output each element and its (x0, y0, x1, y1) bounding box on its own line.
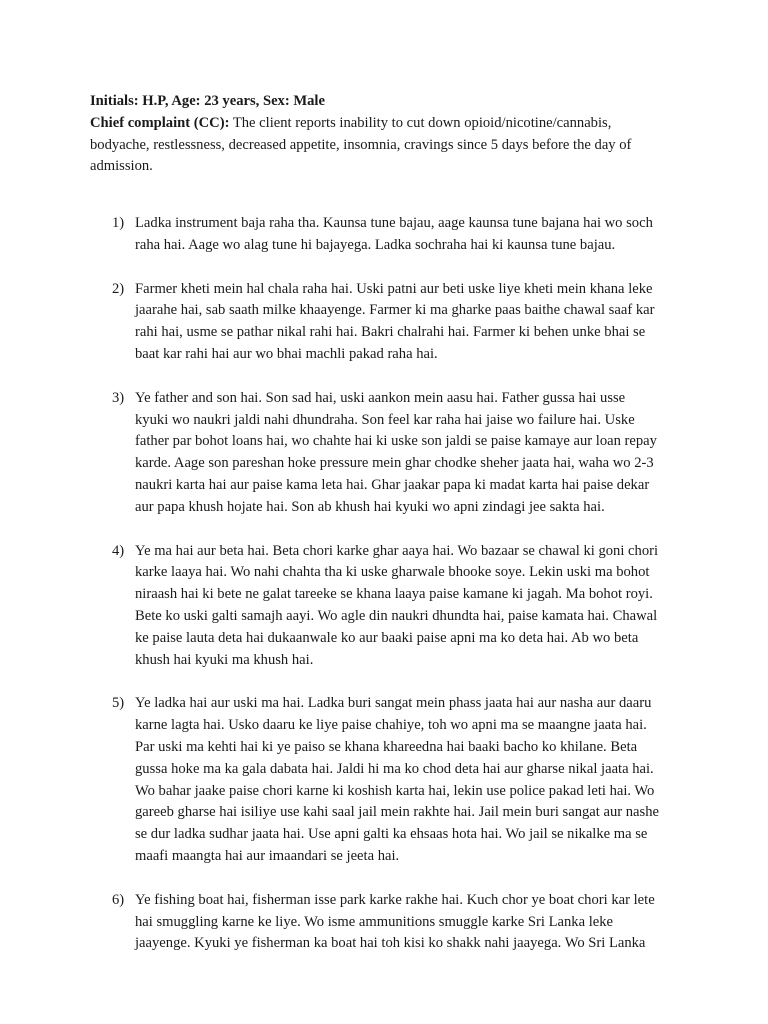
story-item-line: Ladka instrument baja raha tha. Kaunsa tune bajau, aage kaunsa tune bajana hai wo soch (135, 215, 653, 231)
patient-initials-line: Initials: H.P, Age: 23 years, Sex: Male (90, 93, 325, 109)
story-item-line: Ye fishing boat hai, fisherman isse park karke rakhe hai. Kuch chor ye boat chori kar lete (135, 891, 655, 908)
story-item-line: Ye father and son hai. Son sad hai, uski aankon mein aasu hai. Father gussa hai usse (135, 389, 626, 406)
story-list (90, 213, 690, 977)
story-item-line: ke paise lauta deta hai dukaanwale ko aur baaki paise apni ma ko deta hai. Ab wo beta (135, 629, 639, 646)
story-item-line: baat kar rahi hai aur wo bhai machli pakad raha hai. (135, 345, 438, 362)
chief-complaint-label: Chief complaint (CC): (90, 114, 230, 131)
story-item-line: se dur ladka sudhar jaata hai. Use apni galti ka ehsaas hota hai. Wo jail se nikalke ma se (135, 826, 648, 843)
story-item-line: karde. Aage son pareshan hoke pressure mein ghar chodke sheher jaata hai, waha wo 2-3 (135, 455, 654, 472)
story-item-line: maafi maangta hai aur imaandari se jeeta hai. (135, 847, 400, 864)
story-item-line: jaayenge. Kyuki ye fisherman ka boat hai toh kisi ko shakk nahi jaayega. Wo Sri Lanka (135, 935, 646, 952)
story-item-line: karne lagta hai. Usko daaru ke liye paise chahiye, toh wo apni ma se maangne jaata hai. (135, 717, 647, 734)
story-item-number: 2) (112, 280, 125, 297)
chief-complaint-line-1 (90, 113, 690, 135)
story-item-number: 1) (112, 215, 125, 231)
chief-complaint-line-3: admission. (90, 158, 153, 175)
story-item-line: niraash hai ki bete ne galat tareeke se khana laaya paise kamane ki jagah. Ma bohot royi. (135, 586, 653, 603)
story-item-line: Bete ko uski galti samajh aayi. Wo agle din naukri dhundta hai, paise kamata hai. Chawal (135, 607, 658, 624)
story-item-line: father par bohot loans hai, wo chahte hai ki uske son jaldi se paise kamaye aur loan repay (135, 433, 657, 450)
story-item-line: Ye ma hai aur beta hai. Beta chori karke ghar aaya hai. Wo bazaar se chawal ki goni chori (135, 542, 659, 559)
story-item (90, 279, 690, 366)
story-item-line: karke laaya hai. Wo nahi chahta tha ki uske gharwale bhooke soye. Lekin uski ma bohot (135, 564, 650, 581)
story-item-line: Wo bahar jaake paise chori karne ki koshish karta hai, lekin use police pakad leti hai. Wo (135, 782, 655, 799)
story-item-number: 5) (112, 695, 125, 712)
story-item-number: 3) (112, 389, 125, 406)
chief-complaint-line-2: bodyache, restlessness, decreased appetite, insomnia, cravings since 5 days before the day of (90, 136, 632, 153)
story-item-number: 6) (112, 891, 125, 908)
story-item (90, 541, 690, 672)
story-item-line: gareeb gharse hai isiliye use kahi saal jail mein rakhte hai. Jail mein buri sangat aur nashe (135, 804, 659, 821)
patient-header (90, 91, 690, 178)
story-item-line: jaarahe hai, sab saath milke khaayenge. Farmer ki ma gharke paas baithe chawal saaf kar (135, 302, 655, 319)
story-item-line: kyuki wo naukri jaldi nahi dhundraha. Son feel kar raha hai jaise wo failure hai. Uske (135, 411, 635, 428)
story-item-line: rahi hai, usme se pathar nikal rahi hai. Bakri chalrahi hai. Farmer ki behen unke bhai se (135, 324, 646, 341)
chief-complaint-text-1: The client reports inability to cut down opioid/nicotine/cannabis, (229, 114, 612, 131)
story-item-line: Ye ladka hai aur uski ma hai. Ladka buri sangat mein phass jaata hai aur nasha aur daaru (135, 695, 652, 712)
story-item (90, 693, 690, 867)
story-item (90, 890, 690, 955)
story-item-line: Farmer kheti mein hal chala raha hai. Uski patni aur beti uske liye kheti mein khana leke (135, 280, 653, 297)
story-item (90, 388, 690, 519)
story-item-number: 4) (112, 542, 125, 559)
story-item-line: naukri karta hai aur paise kama leta hai. Ghar jaakar papa ki madat karta hai paise dekar (135, 476, 650, 493)
story-item-line: Par uski ma kehti hai ki ye paiso se khana khareedna hai baaki bacho ko khilane. Beta (135, 738, 638, 755)
story-item-line: raha hai. Aage wo alag tune hi bajayega. Ladka sochraha hai ki kaunsa tune bajau. (135, 236, 616, 253)
story-item-line: aur papa khush hojate hai. Son ab khush hai kyuki wo apni zindagi jee sakta hai. (135, 498, 605, 515)
story-item-line: gussa hoke ma ka gala dabata hai. Jaldi hi ma ko chod deta hai aur gharse nikal jaata hai. (135, 760, 654, 777)
story-item (90, 213, 690, 257)
story-item-line: hai smuggling karne ke liye. Wo isme ammunitions smuggle karke Sri Lanka leke (135, 913, 614, 930)
story-item-line: khush hai kyuki ma khush hai. (135, 651, 314, 668)
